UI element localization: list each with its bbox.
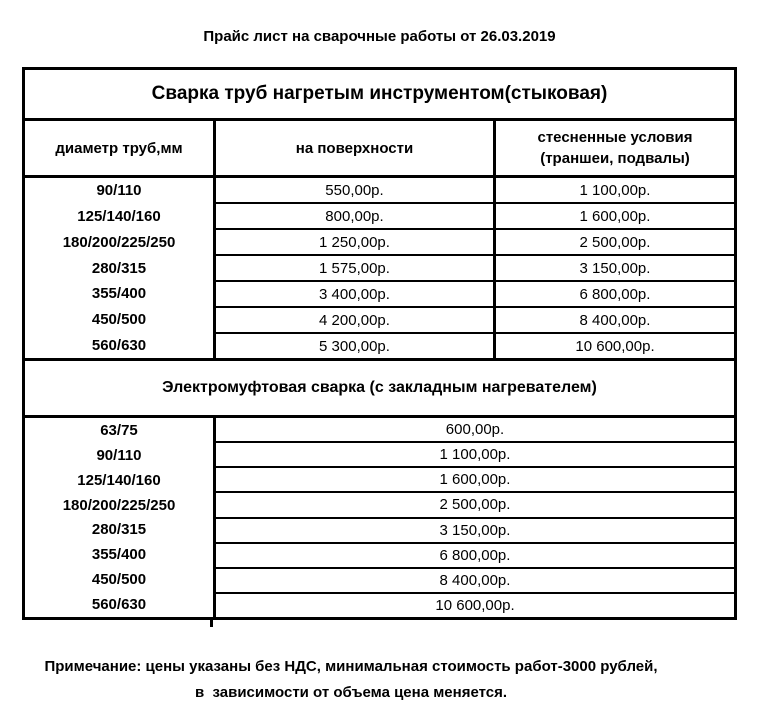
- price-row: [216, 468, 734, 493]
- section2-price-rows: [216, 418, 734, 617]
- section1-body: [25, 178, 734, 361]
- price-row: [216, 493, 734, 518]
- price-row: [216, 519, 734, 544]
- diameter-cell: 560/630: [91, 596, 147, 614]
- section1-diameter-column: [25, 178, 216, 358]
- price-cell-surface: 5 300,00р.: [216, 334, 496, 358]
- price-cell-constrained: 1 100,00р.: [579, 181, 651, 199]
- price-row: [216, 569, 734, 594]
- price-cell-surface: 550,00р.: [216, 178, 496, 202]
- price-row: [216, 308, 734, 334]
- price-table: [22, 67, 737, 620]
- diameter-cell: 180/200/225/250: [62, 496, 176, 514]
- price-row: [216, 204, 734, 230]
- column-header-constrained: [496, 121, 734, 175]
- footer-line1: Примечание: цены указаны без НДС, минимальная стоимость работ-3000 рублей,: [44, 658, 658, 675]
- price-row: [216, 256, 734, 282]
- footer-line2: в зависимости от объема цена меняется.: [194, 684, 508, 701]
- price-cell: 2 500,00р.: [439, 496, 511, 514]
- diameter-cell: 63/75: [100, 421, 138, 439]
- diameter-cell: 125/140/160: [77, 208, 161, 226]
- column-header-row: [25, 121, 734, 178]
- price-cell-constrained: 1 600,00р.: [579, 207, 651, 225]
- price-cell: 3 150,00р.: [439, 521, 511, 539]
- diameter-cell: 90/110: [96, 182, 142, 200]
- price-cell-constrained: 10 600,00р.: [575, 337, 655, 355]
- diameter-cell: 450/500: [91, 310, 147, 328]
- price-cell-constrained: 8 400,00р.: [579, 311, 651, 329]
- price-cell-surface: 1 575,00р.: [216, 256, 496, 280]
- price-cell-surface: 4 200,00р.: [216, 308, 496, 332]
- price-row: [216, 544, 734, 569]
- price-row: [216, 594, 734, 617]
- diameter-cell: 180/200/225/250: [62, 233, 176, 251]
- column-header-constrained-line2: (траншеи, подвалы): [540, 150, 690, 167]
- price-cell: 1 100,00р.: [439, 446, 511, 464]
- diameter-cell: 355/400: [91, 546, 147, 564]
- diameter-cell: 280/315: [91, 259, 147, 277]
- price-row: [216, 334, 734, 358]
- price-cell: 6 800,00р.: [439, 546, 511, 564]
- diameter-cell: 355/400: [91, 285, 147, 303]
- price-row: [216, 230, 734, 256]
- footer-note: [22, 654, 680, 706]
- price-cell: 10 600,00р.: [435, 596, 515, 614]
- section2-body: [25, 418, 734, 617]
- price-row: [216, 418, 734, 443]
- section1-title: Сварка труб нагретым инструментом(стыковая): [25, 70, 734, 121]
- diameter-cell: 125/140/160: [77, 471, 161, 489]
- column-header-surface: на поверхности: [216, 121, 496, 175]
- diameter-cell: 450/500: [91, 571, 147, 589]
- price-cell: 600,00р.: [445, 421, 505, 439]
- section2-title: Электромуфтовая сварка (с закладным нагревателем): [25, 361, 734, 418]
- price-cell-surface: 3 400,00р.: [216, 282, 496, 306]
- price-row: [216, 178, 734, 204]
- diameter-cell: 90/110: [96, 446, 142, 464]
- diameter-cell: 560/630: [91, 336, 147, 354]
- price-row: [216, 282, 734, 308]
- price-cell-constrained: 2 500,00р.: [579, 233, 651, 251]
- price-cell: 8 400,00р.: [439, 571, 511, 589]
- price-cell-surface: 1 250,00р.: [216, 230, 496, 254]
- price-cell: 1 600,00р.: [439, 471, 511, 489]
- diameter-cell: 280/315: [91, 521, 147, 539]
- document-title: Прайс лист на сварочные работы от 26.03.2019: [203, 28, 556, 45]
- price-cell-constrained: 6 800,00р.: [579, 285, 651, 303]
- price-row: [216, 443, 734, 468]
- table-divider-stub: [210, 620, 213, 627]
- column-header-constrained-line1: стесненные условия: [537, 129, 693, 146]
- price-cell-surface: 800,00р.: [216, 204, 496, 228]
- column-header-diameter: диаметр труб,мм: [25, 121, 216, 175]
- price-cell-constrained: 3 150,00р.: [579, 259, 651, 277]
- section1-price-rows: [216, 178, 734, 358]
- section2-diameter-column: [25, 418, 216, 617]
